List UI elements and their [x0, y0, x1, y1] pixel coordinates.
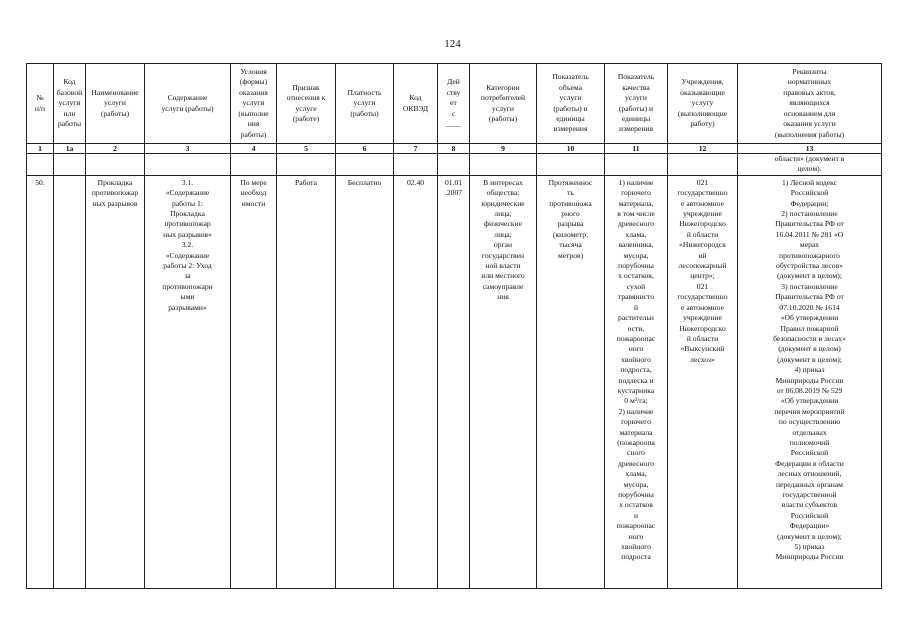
- header-cell-num: № п/п: [27, 64, 54, 144]
- column-number: 6: [336, 144, 394, 154]
- table-cell: [277, 154, 336, 176]
- table-row: [27, 175, 882, 588]
- header-cell-content: Содержание услуги (работы): [145, 64, 231, 144]
- row-institutions: 021 государственно е автономное учреждение Нижегородско й области «Нижегородск ий лесопожарный центр»; 021 государственно е автономное учреждение Нижегородско й области «Выксунский лесхоз»: [668, 175, 738, 588]
- row-okved: 02.40: [394, 175, 438, 588]
- services-table: [26, 63, 882, 589]
- column-number: 5: [277, 144, 336, 154]
- table-cell: [605, 154, 668, 176]
- column-number: 11: [605, 144, 668, 154]
- header-row: [27, 64, 882, 144]
- table-cell: [470, 154, 537, 176]
- table-cell: [145, 154, 231, 176]
- table-cell: [336, 154, 394, 176]
- column-number: 12: [668, 144, 738, 154]
- column-number: 8: [438, 144, 470, 154]
- table-cell: [394, 154, 438, 176]
- header-cell-payment: Платность услуги (работы): [336, 64, 394, 144]
- table-cell: [668, 154, 738, 176]
- column-number: 7: [394, 144, 438, 154]
- row-num: 50.: [27, 175, 54, 588]
- row-valid-from: 01.01 .2007: [438, 175, 470, 588]
- table-cell: [231, 154, 277, 176]
- row-volume: Протяженнос ть противопожа рного разрыва (километр; тысяча метров): [537, 175, 605, 588]
- column-number: 3: [145, 144, 231, 154]
- header-cell-code: Код базовой услуги или работы: [54, 64, 86, 144]
- column-number-row: [27, 144, 882, 154]
- header-cell-okved: Код ОКВЭД: [394, 64, 438, 144]
- table-cell: [27, 154, 54, 176]
- page-number: 124: [444, 38, 461, 50]
- table-cell: [86, 154, 145, 176]
- column-number: 13: [738, 144, 882, 154]
- column-number: 2: [86, 144, 145, 154]
- column-number: 1а: [54, 144, 86, 154]
- column-number: 4: [231, 144, 277, 154]
- column-number: 9: [470, 144, 537, 154]
- header-cell-consumers: Категории потребителей услуги (работы): [470, 64, 537, 144]
- header-cell-legal-acts: Реквизиты нормативных правовых актов, являющихся основанием для оказания услуги (выполнения работы): [738, 64, 882, 144]
- row-code: [54, 175, 86, 588]
- row-consumers: В интересах общества; юридические лица; физические лица; орган государствен ной власти или местного самоуправле ния: [470, 175, 537, 588]
- row-content: 3.1. «Содержание работы 1: Прокладка противопожар ных разрывов» 3.2. «Содержание работы 2: Уход за противопожарн ыми разрывами»: [145, 175, 231, 588]
- header-cell-institutions: Учреждения, оказывающие услугу (выполняющие работу): [668, 64, 738, 144]
- continuation-legal-acts: области» (документ в целом).: [738, 154, 882, 176]
- row-conditions: По мере необход имости: [231, 175, 277, 588]
- row-legal-acts: 1) Лесной кодекс Российской Федерации; 2) постановление Правительства РФ от 16.04.2011 № 281 «О мерах противопожарного обустройства лесов» (документ в целом); 3) постановление Правительства РФ от 07.10.2020 № 1614 «Об утверждении Правил пожарной безопасности в лесах» (документ в целом) (документ в целом); 4) приказ Минприроды России от 06.08.2019 № 529 «Об утверждении перечня мероприятий по осуществлению отдельных полномочий Российской Федерации в области лесных отношений, переданных органам государственной власти субъектов Российской Федерации» (документ в целом); 5) приказ Минприроды России: [738, 175, 882, 588]
- header-cell-quality: Показатель качества услуги (работы) и единицы измерения: [605, 64, 668, 144]
- row-payment: Бесплатно: [336, 175, 394, 588]
- header-cell-volume: Показатель объема услуги (работы) и единицы измерения: [537, 64, 605, 144]
- table-cell: [438, 154, 470, 176]
- row-attribute: Работа: [277, 175, 336, 588]
- column-number: 1: [27, 144, 54, 154]
- row-name: Прокладка противопожар ных разрывов: [86, 175, 145, 588]
- header-cell-name: Наименование услуги (работы): [86, 64, 145, 144]
- column-number: 10: [537, 144, 605, 154]
- continuation-row: [27, 154, 882, 176]
- table-cell: [537, 154, 605, 176]
- header-cell-conditions: Условия (формы) оказания услуги (выполне ния работы): [231, 64, 277, 144]
- table-cell: [54, 154, 86, 176]
- row-quality: 1) наличие горючего материала, в том числе древесного хлама, валенника, мусора, порубочны х остатков, сухой травянисто й растительн ости, пожароопас ного хвойного подроста, подлеска и кустарника 0 м³/га; 2) наличие горючего материала (пожароопа сного древесного хлама, мусора, порубочны х остатков и пожароопас ного хвойного подроста: [605, 175, 668, 588]
- header-cell-valid-from: Дей ству ет с ____: [438, 64, 470, 144]
- header-cell-attribute: Признак отнесения к услуге (работе): [277, 64, 336, 144]
